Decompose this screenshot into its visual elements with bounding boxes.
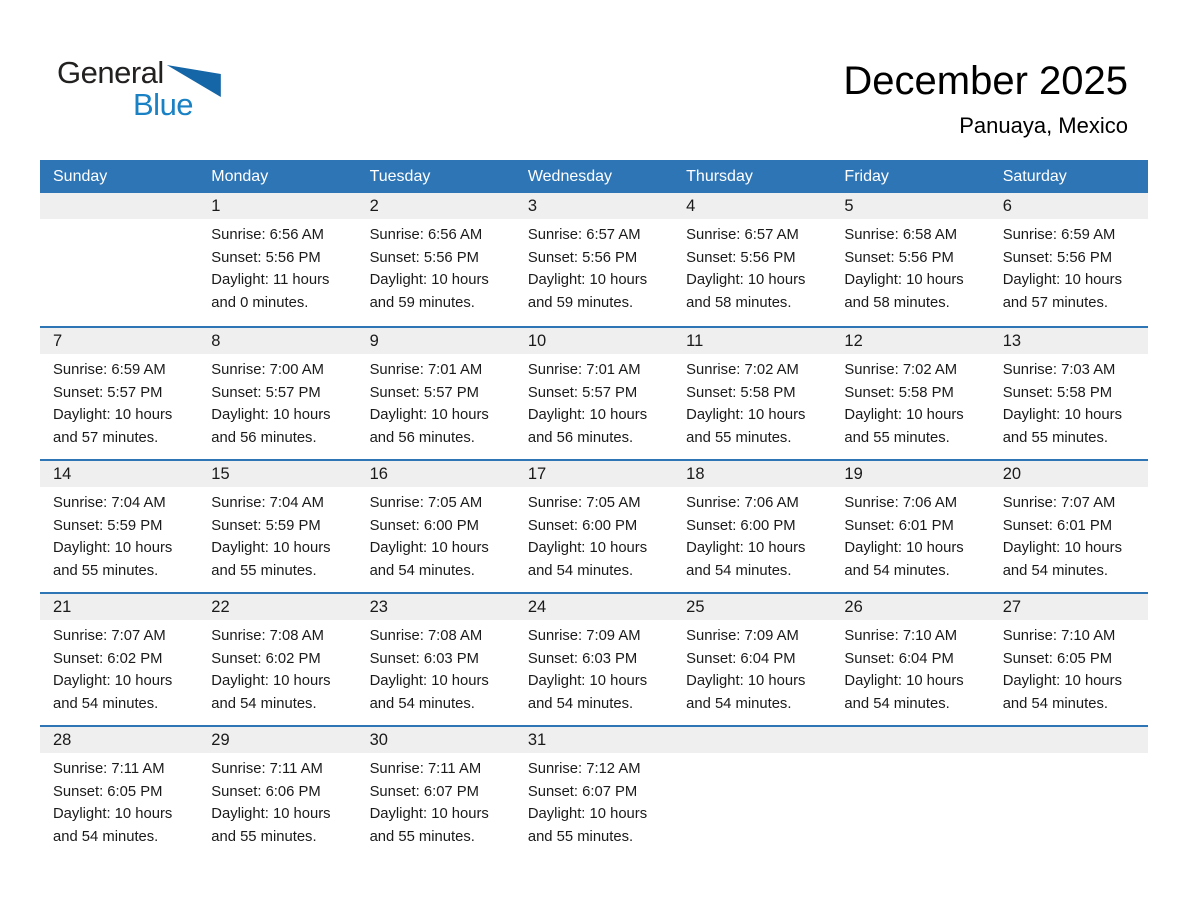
weekday-header-wednesday: Wednesday <box>527 167 613 185</box>
day-number: 24 <box>515 594 673 620</box>
sunset-text: Sunset: 6:03 PM <box>369 650 479 667</box>
daylight-text: Daylight: 10 hours and 55 minutes. <box>211 806 331 845</box>
day-cell-9 <box>357 328 515 459</box>
sunrise-text: Sunrise: 7:06 AM <box>686 495 799 511</box>
sunset-text: Sunset: 5:59 PM <box>211 517 321 534</box>
weekday-header-saturday: Saturday <box>1002 167 1067 185</box>
page-title: December 2025 <box>843 59 1128 103</box>
daylight-text: Daylight: 10 hours and 55 minutes. <box>211 540 331 579</box>
day-number <box>673 727 831 753</box>
sunset-text: Sunset: 6:07 PM <box>369 783 479 800</box>
day-cell-2 <box>357 193 515 326</box>
sunrise-text: Sunrise: 7:10 AM <box>1002 628 1116 644</box>
sunset-text: Sunset: 5:57 PM <box>211 384 321 401</box>
day-number <box>40 193 198 219</box>
sunset-text: Sunset: 6:07 PM <box>527 783 638 800</box>
day-number: 19 <box>831 461 989 487</box>
day-number: 14 <box>40 461 198 487</box>
sunrise-text: Sunrise: 7:02 AM <box>844 362 958 378</box>
day-number: 9 <box>357 328 515 354</box>
day-cell-11 <box>673 328 831 459</box>
day-number: 28 <box>40 727 198 753</box>
week-row-4 <box>40 592 1148 725</box>
day-number: 26 <box>831 594 989 620</box>
day-cell-24 <box>515 594 673 725</box>
weekday-header-row <box>40 160 1148 193</box>
daylight-text: Daylight: 10 hours and 55 minutes. <box>527 806 648 845</box>
page-subtitle: Panuaya, Mexico <box>959 113 1128 138</box>
day-cell-12 <box>831 328 989 459</box>
logo-text-blue: Blue <box>133 87 194 122</box>
sunset-text: Sunset: 6:05 PM <box>1002 650 1113 667</box>
sunrise-text: Sunrise: 6:59 AM <box>53 362 166 378</box>
daylight-text: Daylight: 10 hours and 55 minutes. <box>369 806 489 845</box>
sunrise-text: Sunrise: 7:09 AM <box>527 628 641 644</box>
logo-text-general: General <box>57 55 164 90</box>
daylight-text: Daylight: 10 hours and 54 minutes. <box>686 540 806 579</box>
sunset-text: Sunset: 6:06 PM <box>211 783 321 800</box>
sunrise-text: Sunrise: 6:58 AM <box>844 227 958 243</box>
sunrise-text: Sunrise: 7:05 AM <box>369 495 483 511</box>
day-cell-10 <box>515 328 673 459</box>
sunset-text: Sunset: 6:01 PM <box>844 517 954 534</box>
day-cell-16 <box>357 461 515 592</box>
day-cell-4 <box>673 193 831 326</box>
daylight-text: Daylight: 10 hours and 54 minutes. <box>53 673 173 712</box>
general-blue-logo <box>57 56 221 122</box>
day-cell-3 <box>515 193 673 326</box>
day-number: 5 <box>831 193 989 219</box>
daylight-text: Daylight: 10 hours and 54 minutes. <box>1002 540 1122 579</box>
day-number: 13 <box>990 328 1148 354</box>
sunset-text: Sunset: 5:56 PM <box>686 249 796 266</box>
daylight-text: Daylight: 10 hours and 57 minutes. <box>53 407 173 446</box>
sunrise-text: Sunrise: 7:11 AM <box>211 761 323 777</box>
day-number: 11 <box>673 328 831 354</box>
day-cell-22 <box>198 594 356 725</box>
day-cell-7 <box>40 328 198 459</box>
day-cell-18 <box>673 461 831 592</box>
sunset-text: Sunset: 5:58 PM <box>1002 384 1113 401</box>
sunrise-text: Sunrise: 7:03 AM <box>1002 362 1116 378</box>
day-number <box>990 727 1148 753</box>
sunset-text: Sunset: 6:04 PM <box>844 650 954 667</box>
day-cell-27 <box>990 594 1148 725</box>
sunrise-text: Sunrise: 7:08 AM <box>211 628 324 644</box>
daylight-text: Daylight: 10 hours and 56 minutes. <box>369 407 489 446</box>
sunset-text: Sunset: 6:01 PM <box>1002 517 1113 534</box>
daylight-text: Daylight: 10 hours and 56 minutes. <box>211 407 331 446</box>
day-number: 2 <box>357 193 515 219</box>
day-number: 25 <box>673 594 831 620</box>
sunrise-text: Sunrise: 7:10 AM <box>844 628 958 644</box>
day-number: 6 <box>990 193 1148 219</box>
day-cell-20 <box>990 461 1148 592</box>
sunset-text: Sunset: 6:05 PM <box>53 783 163 800</box>
daylight-text: Daylight: 10 hours and 55 minutes. <box>1002 407 1122 446</box>
day-cell-empty <box>40 193 198 326</box>
day-number: 4 <box>673 193 831 219</box>
day-cell-23 <box>357 594 515 725</box>
sunset-text: Sunset: 5:56 PM <box>211 249 321 266</box>
sunrise-text: Sunrise: 7:04 AM <box>211 495 324 511</box>
day-cell-26 <box>831 594 989 725</box>
daylight-text: Daylight: 10 hours and 56 minutes. <box>527 407 648 446</box>
day-cell-13 <box>990 328 1148 459</box>
daylight-text: Daylight: 11 hours and 0 minutes. <box>211 272 330 311</box>
day-number: 27 <box>990 594 1148 620</box>
daylight-text: Daylight: 10 hours and 54 minutes. <box>53 806 173 845</box>
header-titles <box>843 58 1128 139</box>
sunrise-text: Sunrise: 7:07 AM <box>53 628 166 644</box>
day-number: 22 <box>198 594 356 620</box>
sunrise-text: Sunrise: 6:56 AM <box>211 227 324 243</box>
day-number: 3 <box>515 193 673 219</box>
daylight-text: Daylight: 10 hours and 57 minutes. <box>1002 272 1122 311</box>
day-cell-8 <box>198 328 356 459</box>
sunset-text: Sunset: 5:58 PM <box>686 384 796 401</box>
daylight-text: Daylight: 10 hours and 54 minutes. <box>527 540 648 579</box>
sunrise-text: Sunrise: 7:11 AM <box>53 761 165 777</box>
week-row-2 <box>40 326 1148 459</box>
sunrise-text: Sunrise: 7:05 AM <box>527 495 641 511</box>
daylight-text: Daylight: 10 hours and 54 minutes. <box>844 540 964 579</box>
day-cell-21 <box>40 594 198 725</box>
sunrise-text: Sunrise: 7:07 AM <box>1002 495 1116 511</box>
day-number: 31 <box>515 727 673 753</box>
day-number: 23 <box>357 594 515 620</box>
sunset-text: Sunset: 5:56 PM <box>844 249 954 266</box>
sunrise-text: Sunrise: 6:59 AM <box>1002 227 1116 243</box>
day-number: 7 <box>40 328 198 354</box>
sunrise-text: Sunrise: 7:08 AM <box>369 628 483 644</box>
weekday-header-sunday: Sunday <box>53 167 108 185</box>
sunrise-text: Sunrise: 6:57 AM <box>527 227 641 243</box>
day-cell-14 <box>40 461 198 592</box>
sunrise-text: Sunrise: 7:01 AM <box>369 362 483 378</box>
day-cell-6 <box>990 193 1148 326</box>
day-cell-15 <box>198 461 356 592</box>
day-cell-28 <box>40 727 198 858</box>
day-number: 21 <box>40 594 198 620</box>
daylight-text: Daylight: 10 hours and 55 minutes. <box>686 407 806 446</box>
sunset-text: Sunset: 5:59 PM <box>53 517 163 534</box>
day-cell-empty <box>673 727 831 858</box>
daylight-text: Daylight: 10 hours and 58 minutes. <box>844 272 964 311</box>
weekday-header-thursday: Thursday <box>686 167 753 185</box>
day-number: 29 <box>198 727 356 753</box>
day-number: 10 <box>515 328 673 354</box>
sunset-text: Sunset: 5:56 PM <box>1002 249 1113 266</box>
daylight-text: Daylight: 10 hours and 54 minutes. <box>1002 673 1122 712</box>
sunset-text: Sunset: 6:00 PM <box>527 517 638 534</box>
day-number: 1 <box>198 193 356 219</box>
day-number: 17 <box>515 461 673 487</box>
weekday-header-tuesday: Tuesday <box>369 167 431 185</box>
daylight-text: Daylight: 10 hours and 54 minutes. <box>844 673 964 712</box>
sunset-text: Sunset: 6:02 PM <box>211 650 321 667</box>
weekday-header-friday: Friday <box>844 167 889 185</box>
sunrise-text: Sunrise: 7:04 AM <box>53 495 166 511</box>
daylight-text: Daylight: 10 hours and 58 minutes. <box>686 272 806 311</box>
day-cell-31 <box>515 727 673 858</box>
day-number: 16 <box>357 461 515 487</box>
day-cell-29 <box>198 727 356 858</box>
day-number: 12 <box>831 328 989 354</box>
day-number: 30 <box>357 727 515 753</box>
daylight-text: Daylight: 10 hours and 59 minutes. <box>527 272 648 311</box>
calendar-table <box>40 160 1148 858</box>
day-number: 20 <box>990 461 1148 487</box>
daylight-text: Daylight: 10 hours and 54 minutes. <box>527 673 648 712</box>
day-cell-empty <box>831 727 989 858</box>
sunrise-text: Sunrise: 7:06 AM <box>844 495 958 511</box>
sunrise-text: Sunrise: 7:02 AM <box>686 362 799 378</box>
daylight-text: Daylight: 10 hours and 54 minutes. <box>369 540 489 579</box>
day-cell-17 <box>515 461 673 592</box>
day-cell-5 <box>831 193 989 326</box>
week-row-3 <box>40 459 1148 592</box>
daylight-text: Daylight: 10 hours and 59 minutes. <box>369 272 489 311</box>
daylight-text: Daylight: 10 hours and 54 minutes. <box>686 673 806 712</box>
day-number <box>831 727 989 753</box>
sunset-text: Sunset: 5:58 PM <box>844 384 954 401</box>
day-cell-19 <box>831 461 989 592</box>
daylight-text: Daylight: 10 hours and 54 minutes. <box>211 673 331 712</box>
weekday-header-monday: Monday <box>211 167 269 185</box>
sunset-text: Sunset: 6:00 PM <box>686 517 796 534</box>
sunrise-text: Sunrise: 6:56 AM <box>369 227 483 243</box>
sunrise-text: Sunrise: 6:57 AM <box>686 227 799 243</box>
daylight-text: Daylight: 10 hours and 55 minutes. <box>53 540 173 579</box>
day-cell-30 <box>357 727 515 858</box>
sunset-text: Sunset: 5:56 PM <box>527 249 638 266</box>
daylight-text: Daylight: 10 hours and 55 minutes. <box>844 407 964 446</box>
sunrise-text: Sunrise: 7:01 AM <box>527 362 641 378</box>
day-cell-25 <box>673 594 831 725</box>
sunset-text: Sunset: 5:57 PM <box>527 384 638 401</box>
sunset-text: Sunset: 5:57 PM <box>369 384 479 401</box>
day-number: 15 <box>198 461 356 487</box>
sunset-text: Sunset: 6:04 PM <box>686 650 796 667</box>
day-number: 18 <box>673 461 831 487</box>
week-row-5 <box>40 725 1148 858</box>
sunset-text: Sunset: 5:57 PM <box>53 384 163 401</box>
week-row-1 <box>40 193 1148 326</box>
daylight-text: Daylight: 10 hours and 54 minutes. <box>369 673 489 712</box>
sunrise-text: Sunrise: 7:00 AM <box>211 362 324 378</box>
sunset-text: Sunset: 5:56 PM <box>369 249 479 266</box>
day-number: 8 <box>198 328 356 354</box>
day-cell-empty <box>990 727 1148 858</box>
sunset-text: Sunset: 6:02 PM <box>53 650 163 667</box>
sunrise-text: Sunrise: 7:12 AM <box>527 761 641 777</box>
day-cell-1 <box>198 193 356 326</box>
sunset-text: Sunset: 6:00 PM <box>369 517 479 534</box>
sunset-text: Sunset: 6:03 PM <box>527 650 638 667</box>
sunrise-text: Sunrise: 7:09 AM <box>686 628 799 644</box>
sunrise-text: Sunrise: 7:11 AM <box>369 761 482 777</box>
